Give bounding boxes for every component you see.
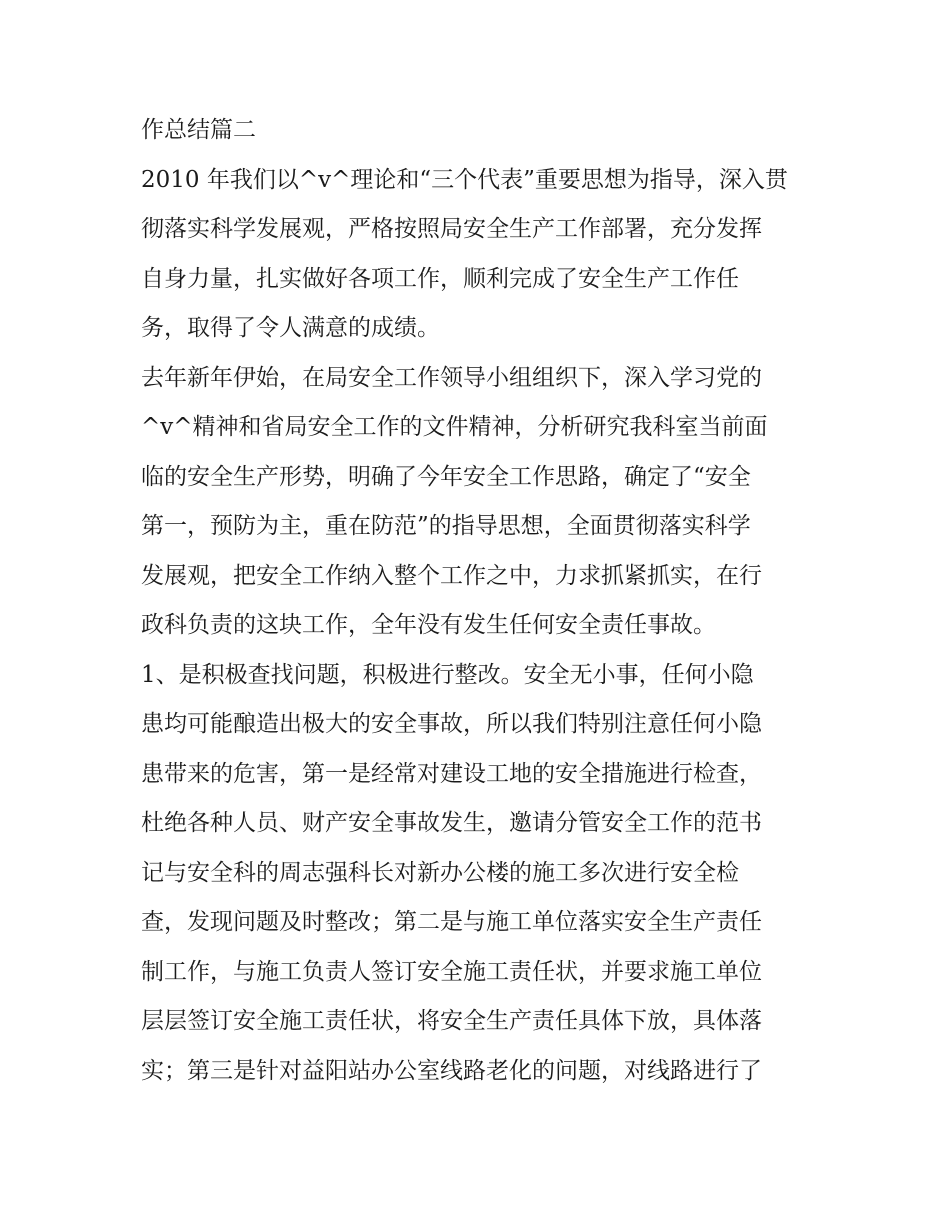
text-line: 2010 年我们以^v^理论和“三个代表”重要思想为指导，深入贯 [141,166,788,193]
text-line: 第一，预防为主，重在防范”的指导思想，全面贯彻落实科学 [141,513,751,539]
text-line: 政科负责的这块工作，全年没有发生任何安全责任事故。 [141,612,716,638]
text-line: 发展观，把安全工作纳入整个工作之中，力求抓紧抓实，在行 [141,562,762,589]
document-heading: 作总结篇二 [141,117,256,143]
text-line: 记与安全科的周志强科长对新办公楼的施工多次进行安全检 [141,859,739,886]
text-line: 务，取得了令人满意的成绩。 [141,315,440,341]
document-body [141,106,813,1096]
text-line: 自身力量，扎实做好各项工作，顺利完成了安全生产工作任 [141,265,739,292]
text-line: 制工作，与施工负责人签订安全施工责任状，并要求施工单位 [141,958,762,985]
text-line: 查，发现问题及时整改；第二是与施工单位落实安全生产责任 [141,909,762,935]
text-line: 杜绝各种人员、财产安全事故发生，邀请分管安全工作的范书 [141,810,762,836]
text-line: 患带来的危害，第一是经常对建设工地的安全措施进行检查， [141,760,762,787]
text-line: ^v^精神和省局安全工作的文件精神，分析研究我科室当前面 [141,414,768,440]
text-line: 彻落实科学发展观，严格按照局安全生产工作部署，充分发挥 [141,216,762,242]
text-line: 实；第三是针对益阳站办公室线路老化的问题，对线路进行了 [141,1057,762,1084]
text-line: 患均可能酿造出极大的安全事故，所以我们特别注意任何小隐 [141,711,762,737]
text-line: 临的安全生产形势，明确了今年安全工作思路，确定了“安全 [141,463,751,490]
text-line: 去年新年伊始，在局安全工作领导小组组织下，深入学习党的 [141,364,762,391]
text-line: 层层签订安全施工责任状，将安全生产责任具体下放，具体落 [141,1008,762,1034]
text-line: 1、是积极查找问题，积极进行整改。安全无小事，任何小隐 [141,661,754,688]
